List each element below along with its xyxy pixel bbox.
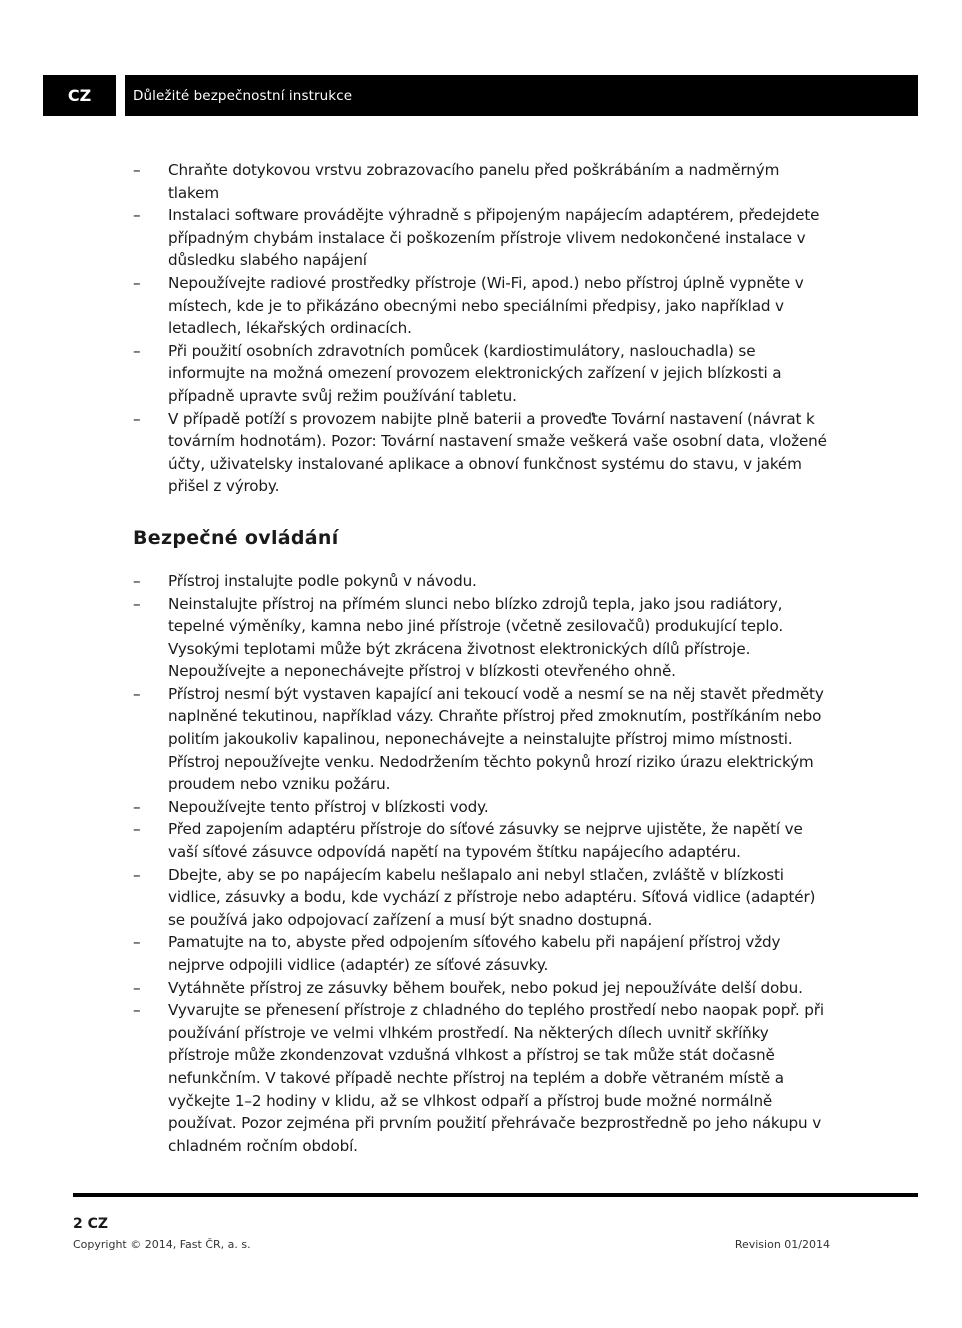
list-item [133,408,833,498]
bullet-dash: – [133,797,141,816]
list-item [133,818,833,863]
list-item-text: Přístroj instalujte podle pokynů v návodu. [168,571,477,590]
safety-list-general [133,159,833,498]
list-item [133,999,833,1157]
bullet-dash: – [133,273,141,292]
list-item [133,272,833,340]
list-item-text: Neinstalujte přístroj na přímém slunci nebo blízko zdrojů tepla, jako jsou radiátory, tepelné výměníky, kamna nebo jiné přístroje (včetně zesilovačů) produkující teplo. Vysokými teplotami může být zkrácena životnost elektronických dílů přístroje. Nepoužívejte a neponechávejte přístroj v blízkosti otevřeného ohně. [168,594,784,681]
language-badge [43,75,116,116]
list-item [133,593,833,683]
bullet-dash: – [133,571,141,590]
page-number: 2 CZ [73,1216,109,1232]
list-item [133,931,833,976]
bullet-dash: – [133,865,141,884]
list-item [133,977,833,1000]
list-item [133,570,833,593]
bullet-dash: – [133,409,141,428]
bullet-dash: – [133,684,141,703]
header-title: Důležité bezpečnostní instrukce [133,87,353,104]
bullet-dash: – [133,206,141,225]
header-bar [125,75,918,116]
list-item-text: Dbejte, aby se po napájecím kabelu nešlapalo ani nebyl stlačen, zvláště v blízkosti vidlice, zásuvky a bodu, kde vychází z přístroje nebo adaptéru. Síťová vidlice (adaptér) se používá jako odpojovací zařízení a musí být snadno dostupná. [168,865,816,929]
list-item-text: Pamatujte na to, abyste před odpojením síťového kabelu při napájení přístroj vždy nejprve odpojili vidlice (adaptér) ze síťové zásuvky. [168,933,781,974]
list-item [133,204,833,272]
bullet-dash: – [133,933,141,952]
list-item-text: Vytáhněte přístroj ze zásuvky během bouřek, nebo pokud jej nepoužíváte delší dobu. [168,978,803,997]
page-content [133,159,833,1157]
list-item-text: Při použití osobních zdravotních pomůcek (kardiostimulátory, naslouchadla) se informujte na možná omezení provozem elektronických zařízení v jejich blízkosti a případně upravte svůj režim používání tabletu. [168,341,782,405]
footer-divider [73,1193,918,1197]
list-item [133,864,833,932]
safety-list-operation [133,570,833,1157]
revision-text: Revision 01/2014 [734,1238,830,1251]
bullet-dash: – [133,341,141,360]
list-item [133,796,833,819]
bullet-dash: – [133,820,141,839]
list-item [133,683,833,796]
language-label: CZ [67,86,92,105]
bullet-dash: – [133,1001,141,1020]
copyright-text: Copyright © 2014, Fast ČR, a. s. [73,1238,251,1251]
list-item-text: Před zapojením adaptéru přístroje do síťové zásuvky se nejprve ujistěte, že napětí ve vaší síťové zásuvce odpovídá napětí na typovém štítku napájecího adaptéru. [168,820,803,862]
list-item [133,340,833,408]
bullet-dash: – [133,978,141,997]
list-item [133,159,833,204]
list-item-text: V případě potíží s provozem nabijte plně baterii a proveďte Tovární nastavení (návrat k továrním hodnotám). Pozor: Tovární nastavení smaže veškerá vaše osobní data, vložené účty, uživatelsky instalované aplikace a obnoví funkčnost systému do stavu, v jakém přišel z výroby. [168,409,827,496]
bullet-dash: – [133,594,141,613]
list-item-text: Nepoužívejte radiové prostředky přístroje (Wi-Fi, apod.) nebo přístroj úplně vypněte v místech, kde je to přikázáno obecnými nebo speciálními předpisy, jako například v letadlech, lékařských ordinacích. [168,273,804,338]
list-item-text: Vyvarujte se přenesení přístroje z chladného do teplého prostředí nebo naopak popř. při používání přístroje ve velmi vlhkém prostředí. Na některých dílech uvnitř skříňky přístroje může zkondenzovat vzdušná vlhkost a přístroj se tak může stát dočasně nefunkčním. V takové případě nechte přístroj na teplém a dobře větraném místě a vyčkejte 1–2 hodiny v klidu, až se vlhkost odpaří a přístroj bude možné normálně používat. Pozor zejména při prvním použití přehrávače bezprostředně po jeho nákupu v chladném ročním období. [168,1001,824,1155]
bullet-dash: – [133,161,141,179]
list-item-text: Přístroj nesmí být vystaven kapající ani tekoucí vodě a nesmí se na něj stavět předměty naplněné tekutinou, například vázy. Chraňte přístroj před zmoknutím, postříkáním nebo politím jakoukoliv kapalinou, neponechávejte a neinstalujte přístroj mimo místnosti. Přístroj nepoužívejte venku. Nedodržením těchto pokynů hrozí riziko úrazu elektrickým proudem nebo vzniku požáru. [168,684,824,794]
list-item-text: Instalaci software provádějte výhradně s připojeným napájecím adaptérem, předejdete případným chybám instalace či poškozením přístroje vlivem nedokončené instalace v důsledku slabého napájení [168,206,820,270]
section-title: Bezpečné ovládání [133,526,339,549]
list-item-text: Chraňte dotykovou vrstvu zobrazovacího panelu před poškrábáním a nadměrným tlakem [168,161,780,202]
list-item-text: Nepoužívejte tento přístroj v blízkosti vody. [168,797,489,816]
